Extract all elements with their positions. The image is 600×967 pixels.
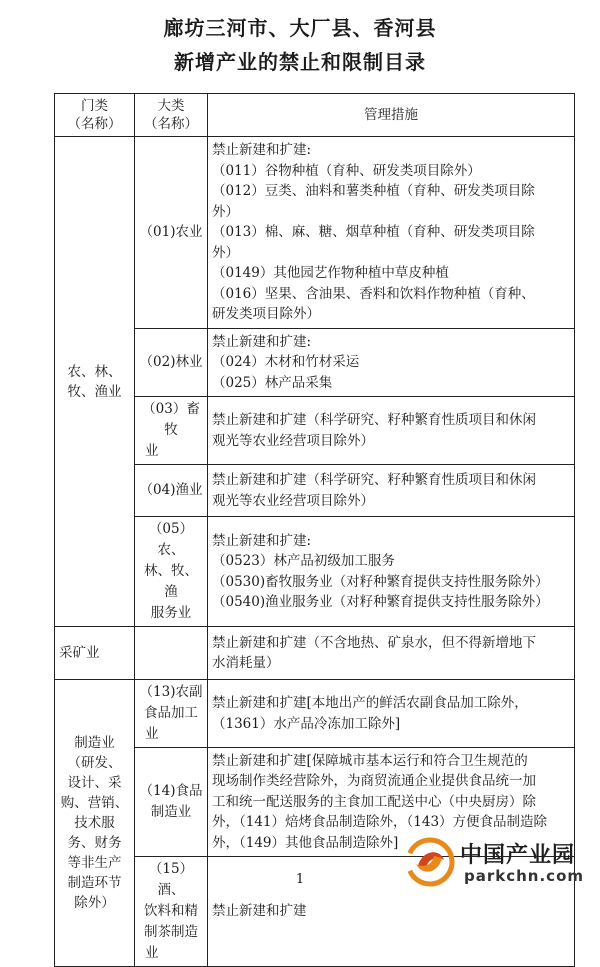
major-01 [135, 137, 208, 329]
watermark-name: 中国产业园 [460, 843, 576, 868]
major-label-line: 制造业 [150, 804, 192, 820]
measure-line: 禁止新建和扩建[保障城市基本运行和符合卫生规范的 [212, 752, 528, 769]
measure-line: 外） [212, 203, 239, 220]
major-label: （02)林业 [139, 354, 203, 370]
header-door-line2: （名称） [67, 116, 122, 132]
major-04 [135, 465, 208, 517]
major-label: （04)渔业 [139, 482, 203, 498]
measure-line: 现场制作类经营除外，为商贸流通企业提供食品统一加 [212, 773, 536, 790]
category-label-line: 制造业 [74, 735, 115, 751]
category-label-line: 等非生产 [67, 855, 122, 871]
major-label-line: （13)农副 [139, 684, 203, 700]
measure-line: 外） [212, 244, 239, 261]
major-label-line: 饮料和精 [144, 903, 198, 919]
measure-line: （1361）水产品冷冻加工除外] [212, 715, 401, 732]
category-label-line: 技术服 [74, 815, 115, 831]
major-05 [135, 517, 208, 627]
category-label-line: （研发、 [67, 755, 122, 771]
major-label-line: 林、牧、渔 [144, 563, 198, 600]
measure-line: 观光等农业经营项目除外） [212, 432, 374, 449]
measure-line: 禁止新建和扩建 [212, 903, 307, 920]
watermark-domain: parkchn.com [464, 867, 585, 885]
measures-mining [208, 627, 575, 680]
measure-line: 观光等农业经营项目除外） [212, 492, 374, 509]
major-label-line: （05）农、 [148, 521, 194, 558]
major-13 [135, 680, 208, 748]
header-major-line2: （名称） [144, 116, 198, 132]
header-row [55, 94, 575, 137]
category-label-line: 制造环节 [67, 875, 122, 891]
header-door-line1: 门类 [81, 98, 108, 114]
category-label-line: 农、林、 [67, 363, 122, 380]
major-label-line: 业 [145, 726, 159, 742]
major-label-line: 制茶制造 [144, 924, 198, 940]
measures-02 [208, 329, 575, 397]
measures-05 [208, 517, 575, 627]
measure-line: （025）林产品采集 [212, 374, 333, 391]
major-02 [135, 329, 208, 397]
category-manufacturing [55, 680, 135, 967]
category-label-line: 购、营销、 [60, 795, 129, 811]
category-label-line: 设计、采 [67, 775, 122, 791]
major-mining-empty [135, 627, 208, 680]
major-03 [135, 397, 208, 465]
major-label-line: 业 [145, 945, 159, 961]
page-subtitle: 新增产业的禁止和限制目录 [174, 50, 426, 74]
measure-line: （0530)畜牧服务业（对籽种繁育提供支持性服务除外） [212, 573, 549, 590]
table-row [55, 137, 575, 329]
measure-line: 外，（141）焙烤食品制造除外，（143）方便食品制造除 [212, 814, 548, 831]
measures-01 [208, 137, 575, 329]
category-mining [55, 627, 135, 680]
measure-line: 禁止新建和扩建（科学研究、籽种繁育性质项目和休闲 [212, 472, 536, 488]
major-label-line: （14)食品 [139, 783, 203, 799]
header-door [55, 94, 135, 137]
measure-line: 研发类项目除外） [212, 306, 320, 323]
measure-line: 禁止新建和扩建: [212, 333, 312, 350]
measure-line: 禁止新建和扩建[本地出产的鲜活农副食品加工除外， [212, 695, 528, 711]
header-major [135, 94, 208, 137]
major-label-line: 服务业 [150, 605, 192, 621]
major-label-line: （15）酒、 [148, 861, 194, 898]
header-measures-label: 管理措施 [364, 107, 418, 123]
measures-13 [208, 680, 575, 748]
swirl-logo-icon [404, 836, 456, 888]
major-14 [135, 748, 208, 857]
category-label-line: 采矿业 [59, 645, 100, 661]
measure-line: （0540)渔业服务业（对籽种繁育提供支持性服务除外） [212, 594, 549, 610]
table-row [55, 627, 575, 680]
measure-line: 禁止新建和扩建: [212, 532, 312, 549]
measure-line: 水消耗量） [212, 655, 280, 671]
measure-line: 外，（149）其他食品制造除外] [212, 834, 399, 851]
measure-line: （016）坚果、含油果、香料和饮料作物种植（育种、 [212, 285, 535, 302]
measure-line: 禁止新建和扩建: [212, 142, 312, 159]
category-agriculture [55, 137, 135, 627]
measure-line: 工和统一配送服务的主食加工配送中心（中央厨房）除 [212, 793, 536, 810]
measure-line: 禁止新建和扩建（科学研究、籽种繁育性质项目和休闲 [212, 412, 536, 428]
header-major-line1: 大类 [157, 98, 185, 114]
measures-03 [208, 397, 575, 465]
page-title: 廊坊三河市、大厂县、香河县 [163, 16, 437, 40]
measure-line: （011）谷物种植（育种、研发类项目除外） [212, 162, 481, 179]
category-label-line: 务、财务 [67, 835, 122, 851]
major-label-line: （03）畜牧 [142, 401, 200, 438]
header-measures [208, 94, 575, 137]
measure-line: （0523）林产品初级加工服务 [212, 553, 395, 569]
category-label-line: 除外） [74, 895, 115, 911]
watermark-logo[interactable] [398, 832, 600, 894]
measure-line: 禁止新建和扩建（不含地热、矿泉水，但不得新增地下 [212, 634, 536, 651]
measure-line: （024）木材和竹材采运 [212, 354, 360, 371]
table-row [55, 680, 575, 748]
page-number: 1 [295, 872, 305, 887]
measure-line: （013）棉、麻、糖、烟草种植（育种、研发类项目除 [212, 224, 535, 241]
measures-04 [208, 465, 575, 517]
major-label: （01)农业 [139, 224, 203, 240]
measure-line: （012）豆类、油料和薯类种植（育种、研发类项目除 [212, 183, 535, 200]
major-label-line: 食品加工 [144, 705, 198, 721]
major-label-line: 业 [145, 443, 159, 459]
measure-line: （0149）其他园艺作物种植中草皮种植 [212, 265, 449, 282]
category-label-line: 牧、渔业 [67, 383, 122, 400]
